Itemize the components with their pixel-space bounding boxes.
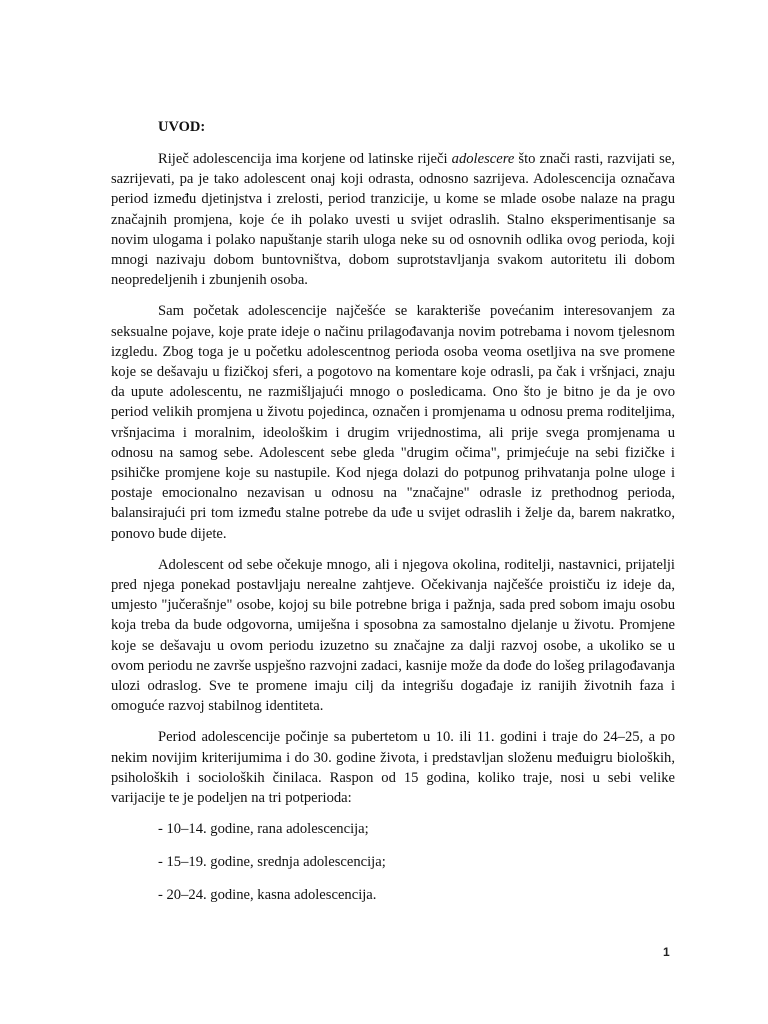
- page-number: 1: [663, 945, 670, 959]
- paragraph-intro-rest: što znači rasti, razvijati se, sazrijevati, pa je tako adolescent onaj koji odrasta, odnosno sazrijeva. Adolescencija označava period između djetinjstva i zrelosti, period tranzicije, u kome se mlade osobe nalaze na pragu značajnih promjena, koje će ih polako uvesti u svijet odraslih. Stalno eksperimentisanje sa novim ulogama i polako napuštanje starih uloga neke su od osnovnih odlika ovog perioda, koji mnogi nazivaju dobom buntovništva, dobom suprotstavljanja svakom autoritetu ili dobom neopredeljenih i zbunjenih osoba.: [111, 151, 675, 289]
- latin-term: adolescere: [451, 151, 515, 167]
- list-item-late: - 20–24. godine, kasna adolescencija.: [158, 887, 377, 904]
- paragraph-intro-start: Riječ adolescencija ima korjene od latinske riječi: [158, 151, 452, 167]
- list-item-early: - 10–14. godine, rana adolescencija;: [158, 821, 369, 838]
- paragraph-expectations: Adolescent od sebe očekuje mnogo, ali i njegova okolina, roditelji, nastavnici, prijatelji pred njega ponekad postavljaju nerealne zahtjeve. Očekivanja najčešće proističu iz ideje da, umjesto "jučerašnje" osobe, kojoj su bile potrebne briga i pažnja, sada pred sobom imaju osobu koja treba da bude odgovorna, umiješna i sposobna za samostalno djelanje u životu. Promjene koje se dešavaju u ovom periodu izuzetno su značajne za dalji razvoj osobe, a ukoliko se u ovom periodu ne završe uspješno razvojni zadaci, kasnije može da dođe do lošeg prilagođavanja ulozi odraslog. Sve te promene imaju cilj da integrišu događaje iz ranijih životnih faza i omoguće razvoj stabilnog identiteta.: [111, 556, 675, 715]
- paragraph-period: Period adolescencije počinje sa pubertetom u 10. ili 11. godini i traje do 24–25, a po nekim novijim kriterijumima i do 30. godine života, i predstavljan složenu međuigru bioloških, psiholoških i socioloških činilaca. Raspon od 15 godina, koliko traje, nosi u sebi velike varijacije te je podeljen na tri potperioda:: [111, 729, 675, 807]
- document-body: [111, 118, 675, 918]
- section-heading: UVOD:: [158, 119, 206, 135]
- paragraph-intro: [111, 149, 675, 290]
- list-item-middle: - 15–19. godine, srednja adolescencija;: [158, 854, 386, 871]
- paragraph-onset: Sam početak adolescencije najčešće se karakteriše povećanim interesovanjem za seksualne pojave, koje prate ideje o načinu prilagođavanja novim potrebama i novom tjelesnom izgledu. Zbog toga je u početku adolescentnog perioda osoba veoma osetljiva na sve promene koje se dešavaju u fizičkoj sferi, a pogotovo na komentare koje odrasli, pa čak i vršnjaci, znaju da upute adolescentu, ne razmišljajući mnogo o posledicama. Ono što je bitno je da je ovo period velikih promjena u životu pojedinca, označen i promjenama u odnosu prema roditeljima, vršnjacima i moralnim, ideološkim i drugim vrijednostima, ali prije svega promjenama u odnosu na samog sebe. Adolescent sebe gleda "drugim očima", primjećuje na sebi fizičke i psihičke promjene koje su nastupile. Kod njega dolazi do potpunog prihvatanja polne uloge i postaje emocionalno nezavisan u odnosu na "značajne" odrasle iz prethodnog perioda, balansirajući pri tom između stalne potrebe da uđe u svijet odraslih i želje da, barem nakratko, ponovo bude dijete.: [111, 303, 675, 542]
